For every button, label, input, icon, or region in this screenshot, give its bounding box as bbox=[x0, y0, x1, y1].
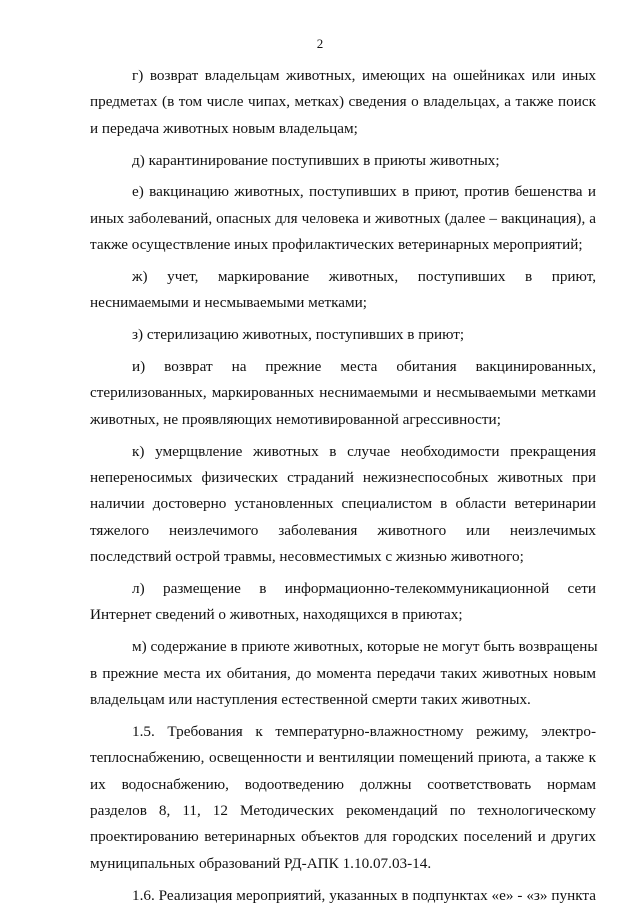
text-line: 1.6. Реализация мероприятий, указанных в подпунктах «е» - «з» пункта bbox=[132, 886, 596, 904]
text-line: Интернет сведений о животных, находящихся в приютах; bbox=[90, 606, 463, 624]
document-body bbox=[90, 63, 596, 914]
text-line: и передача животных новым владельцам; bbox=[90, 119, 358, 137]
text-line: к) умерщвление животных в случае необходимости прекращения bbox=[132, 442, 596, 460]
text-line: наличии достоверно установленных специалистом в области ветеринарии bbox=[90, 495, 596, 513]
text-line: непереносимых физических страданий нежизнеспособных животных при bbox=[90, 469, 596, 487]
paragraph bbox=[90, 179, 596, 258]
paragraph bbox=[90, 719, 596, 877]
text-line: иных заболеваний, опасных для человека и животных (далее – вакцинация), а bbox=[90, 209, 596, 227]
text-line: проектированию ветеринарных объектов для городских поселений и других bbox=[90, 828, 596, 846]
text-line: л) размещение в информационно-телекоммуникационной сети bbox=[132, 580, 596, 598]
paragraph bbox=[90, 148, 596, 174]
text-line: е) вакцинацию животных, поступивших в приют, против бешенства и bbox=[132, 183, 596, 201]
text-line: также осуществление иных профилактических ветеринарных мероприятий; bbox=[90, 236, 583, 254]
text-line: животных, не проявляющих немотивированной агрессивности; bbox=[90, 410, 501, 428]
paragraph bbox=[90, 322, 596, 348]
text-line: неснимаемыми и несмываемыми метками; bbox=[90, 294, 367, 312]
paragraph bbox=[90, 576, 596, 629]
text-line: и) возврат на прежние места обитания вакцинированных, bbox=[132, 358, 596, 376]
text-line: тяжелого неизлечимого заболевания животного или неизлечимых bbox=[90, 521, 596, 539]
text-line: стерилизованных, маркированных неснимаемыми и несмываемыми метками bbox=[90, 384, 596, 402]
text-line: разделов 8, 11, 12 Методических рекомендаций по технологическому bbox=[90, 802, 596, 820]
paragraph bbox=[90, 634, 596, 713]
paragraph bbox=[90, 63, 596, 142]
text-line: г) возврат владельцам животных, имеющих на ошейниках или иных bbox=[132, 67, 596, 84]
text-line: теплоснабжению, освещенности и вентиляции помещений приюта, а также к bbox=[90, 749, 596, 767]
text-line: последствий острой травмы, несовместимых с жизнью животного; bbox=[90, 548, 524, 566]
paragraph bbox=[90, 439, 596, 571]
page-number: 2 bbox=[316, 36, 324, 51]
text-line: предметах (в том числе чипах, метках) сведения о владельцах, а также поиск bbox=[90, 93, 596, 111]
paragraph bbox=[90, 354, 596, 433]
text-line: муниципальных образований РД-АПК 1.10.07.03-14. bbox=[90, 854, 432, 872]
text-line: д) карантинирование поступивших в приюты животных; bbox=[132, 151, 500, 169]
text-line: их водоснабжению, водоотведению должны соответствовать нормам bbox=[90, 775, 596, 793]
text-line: 1.5. Требования к температурно-влажностному режиму, электро- bbox=[132, 722, 596, 740]
text-line: ж) учет, маркирование животных, поступивших в приют, bbox=[132, 268, 596, 286]
text-line: м) содержание в приюте животных, которые не могут быть возвращены bbox=[132, 638, 598, 656]
paragraph bbox=[90, 264, 596, 317]
text-line: з) стерилизацию животных, поступивших в приют; bbox=[132, 326, 465, 344]
text-line: владельцам или наступления естественной смерти таких животных. bbox=[90, 691, 531, 709]
paragraph bbox=[90, 883, 596, 909]
text-line: в прежние места их обитания, до момента передачи таких животных новым bbox=[90, 664, 596, 682]
